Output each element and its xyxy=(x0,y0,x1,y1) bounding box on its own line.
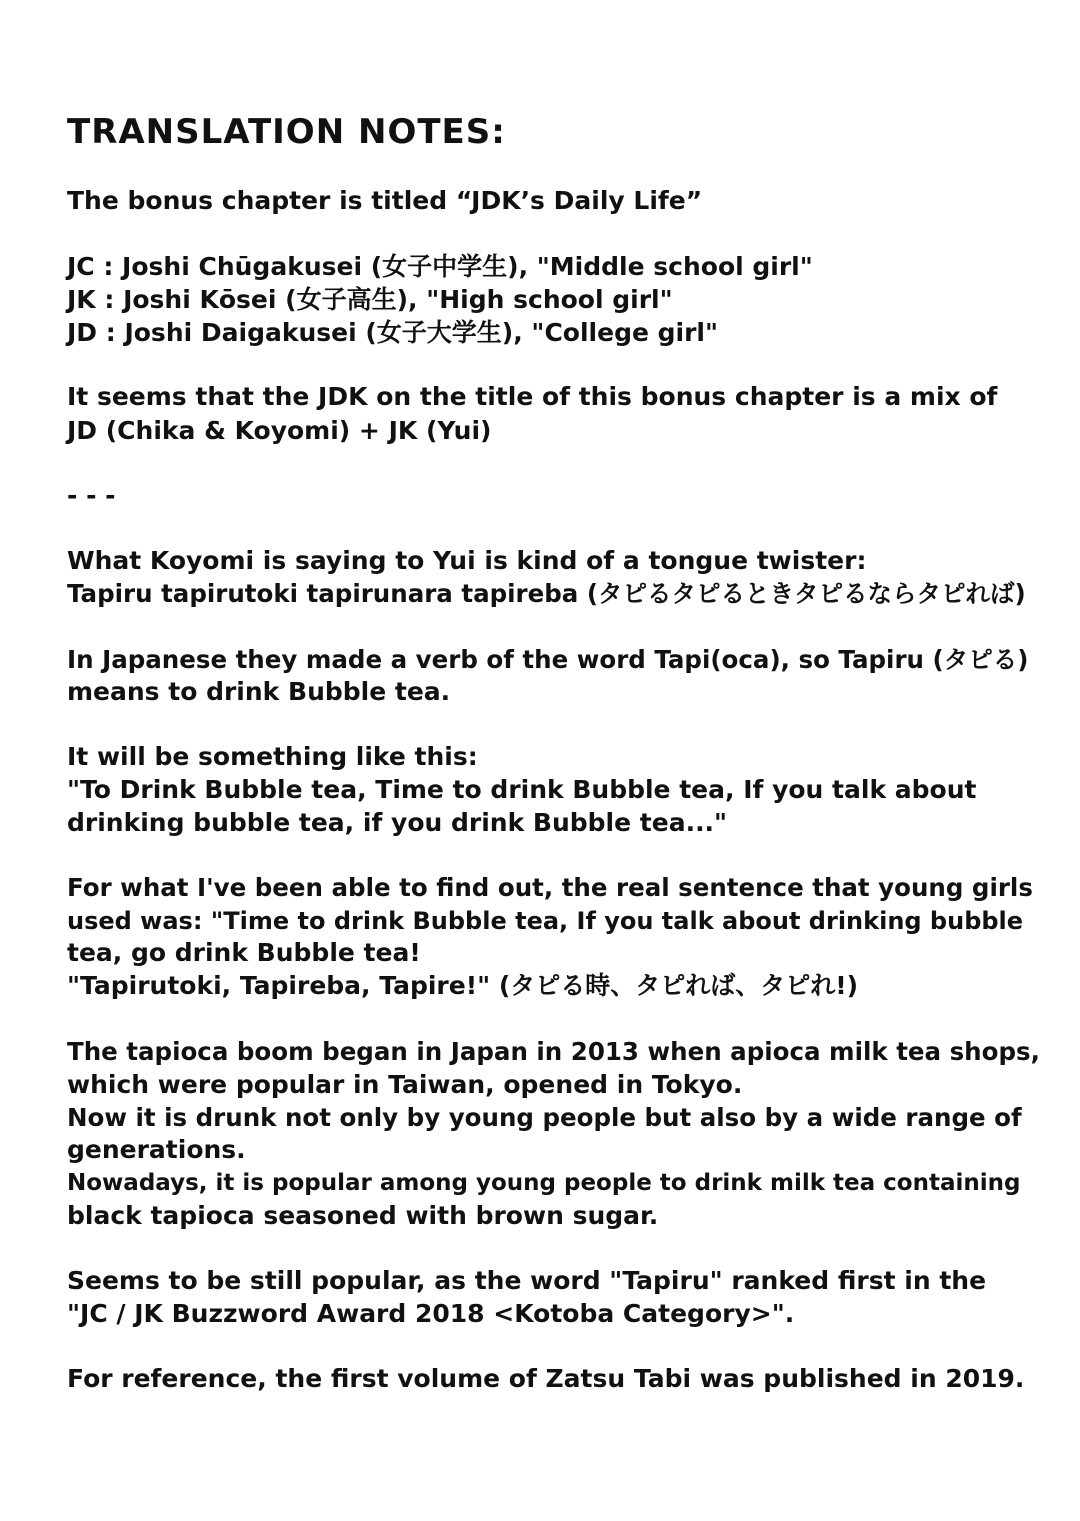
text-line: tea, go drink Bubble tea! xyxy=(67,938,421,967)
text-line: Seems to be still popular, as the word "Tapiru" ranked first in the xyxy=(67,1266,987,1295)
separator: - - - xyxy=(67,481,116,510)
text-line: means to drink Bubble tea. xyxy=(67,677,451,706)
text-line: Nowadays, it is popular among young people to drink milk tea containing xyxy=(67,1170,1021,1196)
text-line: "Tapirutoki, Tapireba, Tapire!" (タピる時、タピれば、タピれ!) xyxy=(67,971,859,1000)
text-line: JK : Joshi Kōsei (女子高生), "High school girl" xyxy=(67,285,673,314)
text-line: generations. xyxy=(67,1135,246,1164)
text-line: "To Drink Bubble tea, Time to drink Bubble tea, If you talk about xyxy=(67,775,977,804)
text-line: For reference, the first volume of Zatsu Tabi was published in 2019. xyxy=(67,1364,1025,1393)
text-line: Now it is drunk not only by young people but also by a wide range of xyxy=(67,1103,1022,1132)
text-line: JD (Chika & Koyomi) + JK (Yui) xyxy=(67,416,492,445)
text-line: It will be something like this: xyxy=(67,742,478,771)
text-line: black tapioca seasoned with brown sugar. xyxy=(67,1201,659,1230)
text-line: For what I've been able to find out, the real sentence that young girls xyxy=(67,873,1033,902)
page-title: TRANSLATION NOTES: xyxy=(67,112,506,152)
text-line: It seems that the JDK on the title of this bonus chapter is a mix of xyxy=(67,382,998,411)
text-line: "JC / JK Buzzword Award 2018 <Kotoba Category>". xyxy=(67,1299,795,1328)
text-line: drinking bubble tea, if you drink Bubble tea..." xyxy=(67,808,728,837)
text-line: used was: "Time to drink Bubble tea, If you talk about drinking bubble xyxy=(67,907,1024,935)
text-line: Tapiru tapirutoki tapirunara tapireba (タピるタピるときタピるならタピれば) xyxy=(67,579,1026,608)
text-line: JC : Joshi Chūgakusei (女子中学生), "Middle school girl" xyxy=(67,252,813,281)
text-line: What Koyomi is saying to Yui is kind of a tongue twister: xyxy=(67,546,867,575)
text-line: In Japanese they made a verb of the word Tapi(oca), so Tapiru (タピる) xyxy=(67,645,1029,674)
text-line: which were popular in Taiwan, opened in Tokyo. xyxy=(67,1070,743,1099)
text-line: The tapioca boom began in Japan in 2013 when apioca milk tea shops, xyxy=(67,1037,1040,1066)
text-line: The bonus chapter is titled “JDK’s Daily Life” xyxy=(67,186,703,215)
text-line: JD : Joshi Daigakusei (女子大学生), "College girl" xyxy=(67,318,719,347)
